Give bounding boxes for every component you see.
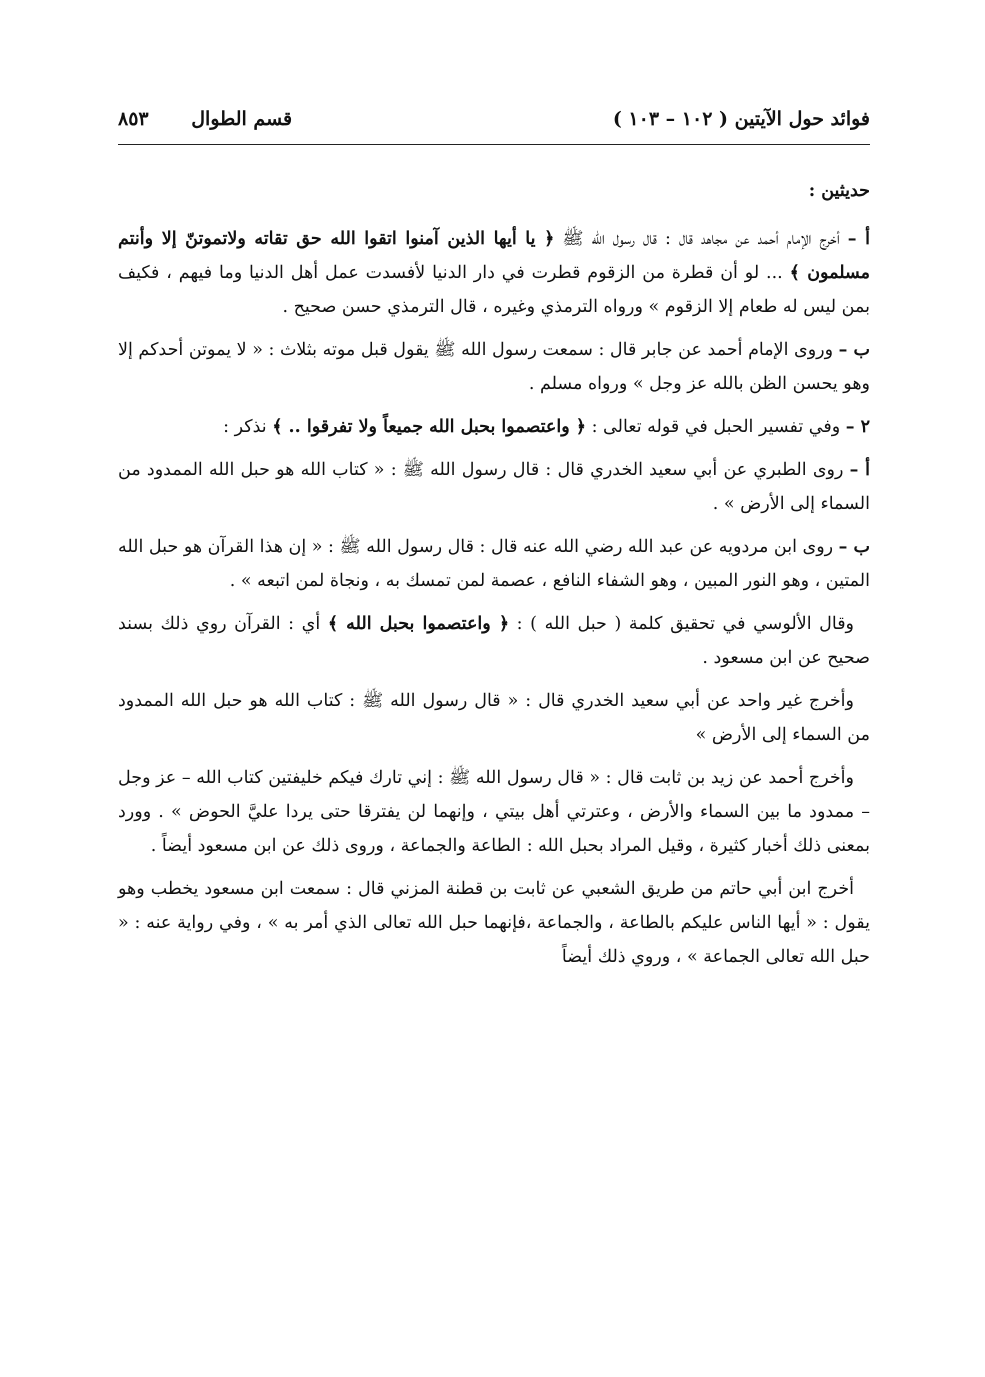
header-left xyxy=(118,108,292,130)
paragraph-tabari xyxy=(118,453,870,521)
quran-verse: ﴿ يا أيها الذين آمنوا اتقوا الله حق تقاته ولاتموتنّ إلا وأنتم مسلمون ﴾ xyxy=(118,229,870,283)
paragraph-ibn-mardawayh xyxy=(118,530,870,598)
paragraph-point-2 xyxy=(118,410,870,444)
running-header xyxy=(118,100,870,140)
paragraph-text: أخرج الإمام أحمد عن مجاهد قال : قال رسول الله ﷺ xyxy=(554,229,848,249)
item-marker: ب – xyxy=(838,340,870,360)
paragraph-hadith-a xyxy=(118,222,870,324)
page-number: ٨٥٣ xyxy=(118,108,149,130)
chapter-title: فوائد حول الآيتين ( ١٠٢ – ١٠٣ ) xyxy=(612,108,870,130)
page-body xyxy=(118,174,870,974)
item-marker: أ – xyxy=(849,460,870,480)
paragraph-text: وأخرج أحمد عن زيد بن ثابت قال : « قال رسول الله ﷺ : إني تارك فيكم خليفتين كتاب الله – عز وجل – ممدود ما بين السماء والأرض ، وعترتي أهل بيتي ، وإنهما لن يفترقا حتى يردا عليَّ الحوض » . وورد بمعنى ذلك أخبار كثيرة ، وقيل المراد بحبل الله : الطاعة والجماعة ، وروى ذلك عن ابن مسعود أيضاً . xyxy=(118,768,870,856)
item-marker: ٢ – xyxy=(845,417,870,437)
paragraph-text: أخرج ابن أبي حاتم من طريق الشعبي عن ثابت بن قطنة المزني قال : سمعت ابن مسعود يخطب وهو يقول : « أيها الناس عليكم بالطاعة ، والجماعة ،فإنهما حبل الله تعالى الذي أمر به » ، وفي رواية عنه : « حبل الله تعالى الجماعة » ، وروي ذلك أيضاً xyxy=(118,879,870,967)
paragraph-text: وفي تفسير الحبل في قوله تعالى : xyxy=(586,417,846,437)
section-heading: حديثين : xyxy=(808,181,870,201)
header-rule xyxy=(118,144,870,145)
paragraph-zayd xyxy=(118,761,870,863)
paragraph-text: نذكر : xyxy=(223,417,273,437)
paragraph-text: ... لو أن قطرة من الزقوم قطرت في دار الدنيا لأفسدت عمل أهل الدنيا وما فيهم ، فكيف بمن ليس له طعام إلا الزقوم » ورواه الترمذي وغيره ، قال الترمذي حسن صحيح . xyxy=(118,263,870,317)
item-marker: ب – xyxy=(838,537,870,557)
paragraph-text: وروى الإمام أحمد عن جابر قال : سمعت رسول الله ﷺ يقول قبل موته بثلاث : « لا يموتن أحدكم إلا وهو يحسن الظن بالله عز وجل » ورواه مسلم . xyxy=(118,340,870,394)
section-name: قسم الطوال xyxy=(191,108,293,130)
paragraph-text: وأخرج غير واحد عن أبي سعيد الخدري قال : « قال رسول الله ﷺ : كتاب الله هو حبل الله الممدود من السماء إلى الأرض » xyxy=(118,691,870,745)
paragraph-text: أي : القرآن روي ذلك بسند صحيح عن ابن مسعود . xyxy=(118,614,870,668)
book-page xyxy=(118,100,870,983)
quran-verse: ﴿ واعتصموا بحبل الله ﴾ xyxy=(327,614,510,634)
paragraph-hadith-b xyxy=(118,333,870,401)
paragraph-alusi xyxy=(118,607,870,675)
paragraph-text: وقال الألوسي في تحقيق كلمة ( حبل الله ) : xyxy=(509,614,855,634)
paragraph-ibn-abi-hatim xyxy=(118,872,870,974)
paragraph-text: روى الطبري عن أبي سعيد الخدري قال : قال رسول الله ﷺ : « كتاب الله هو حبل الله الممدود من السماء إلى الأرض » . xyxy=(118,460,870,514)
paragraph-text: روى ابن مردويه عن عبد الله رضي الله عنه قال : قال رسول الله ﷺ : « إن هذا القرآن هو حبل الله المتين ، وهو النور المبين ، وهو الشفاء النافع ، عصمة لمن تمسك به ، ونجاة لمن اتبعه » . xyxy=(118,537,870,591)
item-marker: أ – xyxy=(847,229,870,249)
paragraph-khudri xyxy=(118,684,870,752)
quran-verse: ﴿ واعتصموا بحبل الله جميعاً ولا تفرقوا .. ﴾ xyxy=(272,417,587,437)
